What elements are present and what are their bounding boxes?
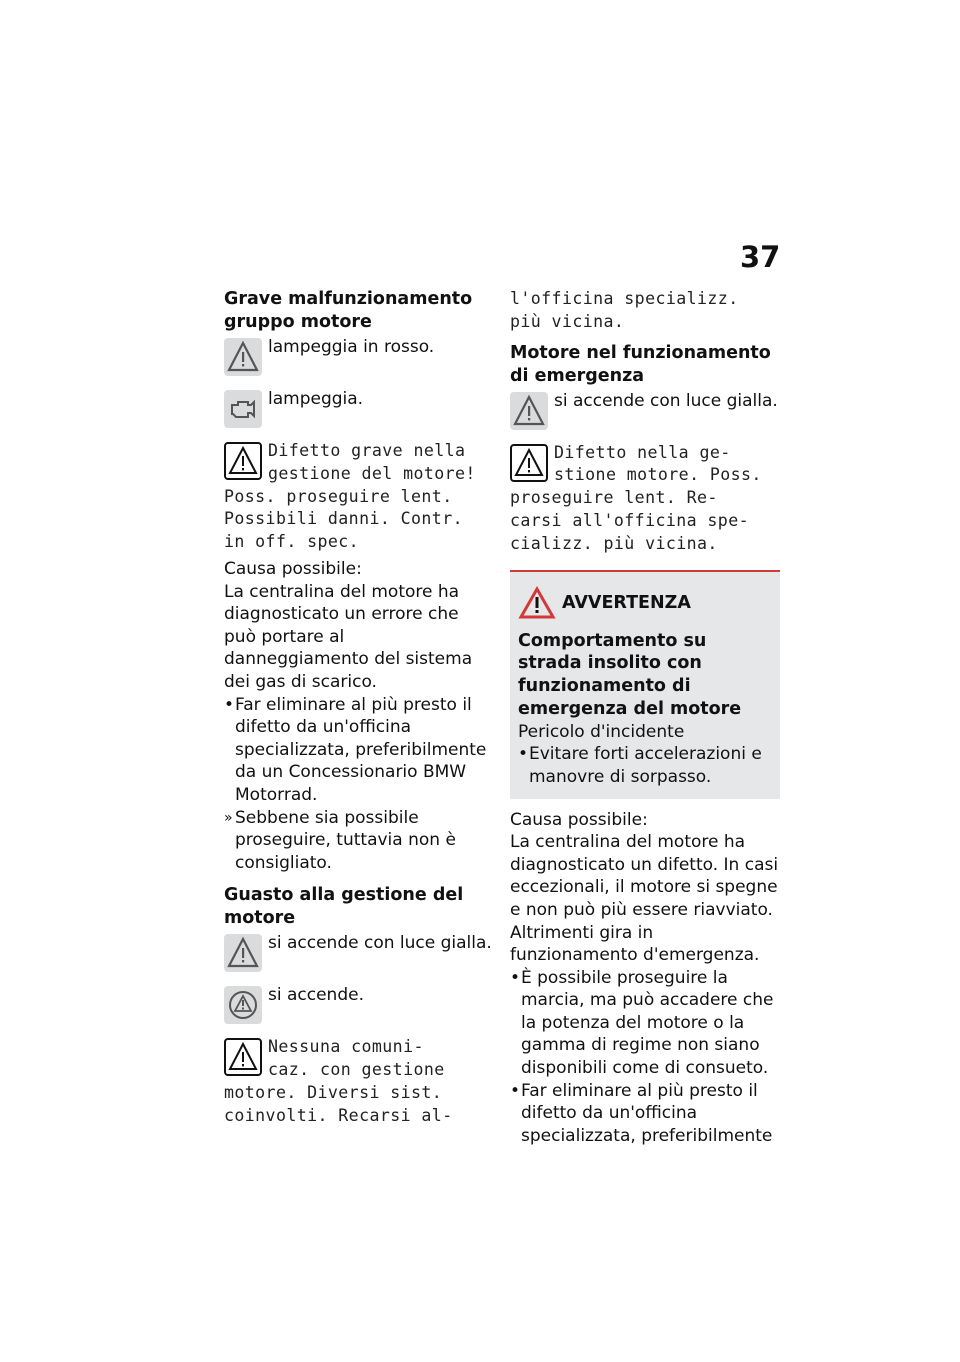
warning-header: [518, 586, 772, 620]
section-heading: Grave malfunzionamento gruppo motore: [224, 289, 473, 332]
indicator-text: lampeggia.: [268, 389, 364, 409]
section-heading: Guasto alla gestione del motore: [224, 885, 464, 929]
display-message-line: coinvolti. Recarsi al-: [224, 1105, 453, 1125]
display-message-line: carsi all'officina spe-: [510, 510, 749, 530]
display-message-line: stione motore. Poss.: [554, 465, 762, 485]
engine-warning-icon: [224, 986, 262, 1024]
warning-triangle-icon: [224, 338, 262, 376]
section-heading: Motore nel funzionamento di emergenza: [510, 342, 771, 386]
display-warning-icon: [224, 1038, 262, 1076]
warning-bullet: • Evitare forti accelerazioni e manovre di sorpasso.: [518, 743, 772, 788]
result-arrow-icon: »: [224, 809, 233, 826]
cause-label: Causa possibile:: [224, 558, 362, 579]
cause-label: Causa possibile:: [510, 809, 648, 830]
display-message: [510, 442, 780, 488]
action-bullet: • Far eliminare al più presto il difetto da un'officina specializzata, preferibilmente da un Concessionario BMW Motorrad.: [224, 694, 492, 807]
display-message-line: l'officina specializz.: [510, 289, 739, 308]
display-message-line: Poss. proseguire lent.: [224, 486, 453, 506]
indicator-text: si accende con luce gialla.: [268, 933, 492, 954]
cause-text: La centralina del motore ha diagnosticato un errore che può portare al danneggiamento del sistema dei gas di scarico.: [224, 581, 473, 692]
indicator-row: [510, 390, 780, 434]
result-item: [224, 807, 492, 875]
left-column: [224, 288, 492, 1127]
warning-box: [510, 570, 780, 799]
right-column: [510, 288, 780, 1147]
action-bullet: • È possibile proseguire la marcia, ma può accadere che la potenza del motore o la gamma di regime non siano disponibili come di consueto.: [510, 967, 780, 1080]
warning-triangle-icon: [224, 934, 262, 972]
indicator-text: lampeggia in rosso.: [268, 337, 435, 357]
indicator-text: si accende.: [268, 985, 364, 1006]
indicator-row: [224, 336, 492, 380]
display-message-line: motore. Diversi sist.: [224, 1082, 443, 1102]
display-message-line: caz. con gestione: [268, 1060, 445, 1080]
result-text: Sebbene sia possibile proseguire, tuttavia non è consigliato.: [235, 807, 456, 873]
engine-check-icon: [224, 390, 262, 428]
display-message-line: Possibili danni. Contr.: [224, 509, 463, 529]
page-number: 37: [740, 240, 781, 274]
display-warning-icon: [224, 442, 262, 480]
cause-text: La centralina del motore ha diagnosticato un difetto. In casi eccezionali, il motore si spegne e non può più essere riavviato. Altrimenti gira in funzionamento d'emergenza.: [510, 832, 779, 966]
warning-title: AVVERTENZA: [562, 592, 691, 613]
warning-danger: Pericolo d'incidente: [518, 721, 685, 742]
indicator-row: [224, 388, 492, 432]
indicator-text: si accende con luce gialla.: [554, 390, 778, 411]
action-bullet: • Far eliminare al più presto il difetto da un'officina specializzata, preferibilmente: [510, 1080, 780, 1148]
display-message-line: Nessuna comuni-: [268, 1037, 424, 1057]
display-message-line: in off. spec.: [224, 532, 360, 552]
display-warning-icon: [510, 444, 548, 482]
display-message-line: Difetto nella ge-: [554, 442, 731, 462]
display-message-line: proseguire lent. Re-: [510, 488, 718, 508]
display-message-line: Difetto grave nella: [268, 441, 466, 460]
warning-subtitle: Comportamento su strada insolito con funzionamento di emergenza del motore: [518, 630, 742, 719]
warning-triangle-icon: [518, 586, 556, 620]
warning-triangle-icon: [510, 392, 548, 430]
display-message-line: più vicina.: [510, 311, 625, 331]
display-message-line: gestione del motore!: [268, 463, 476, 483]
display-message-line: cializz. più vicina.: [510, 533, 718, 553]
display-message: [224, 440, 492, 486]
display-message: [224, 1036, 492, 1082]
indicator-row: [224, 984, 492, 1028]
indicator-row: [224, 932, 492, 976]
